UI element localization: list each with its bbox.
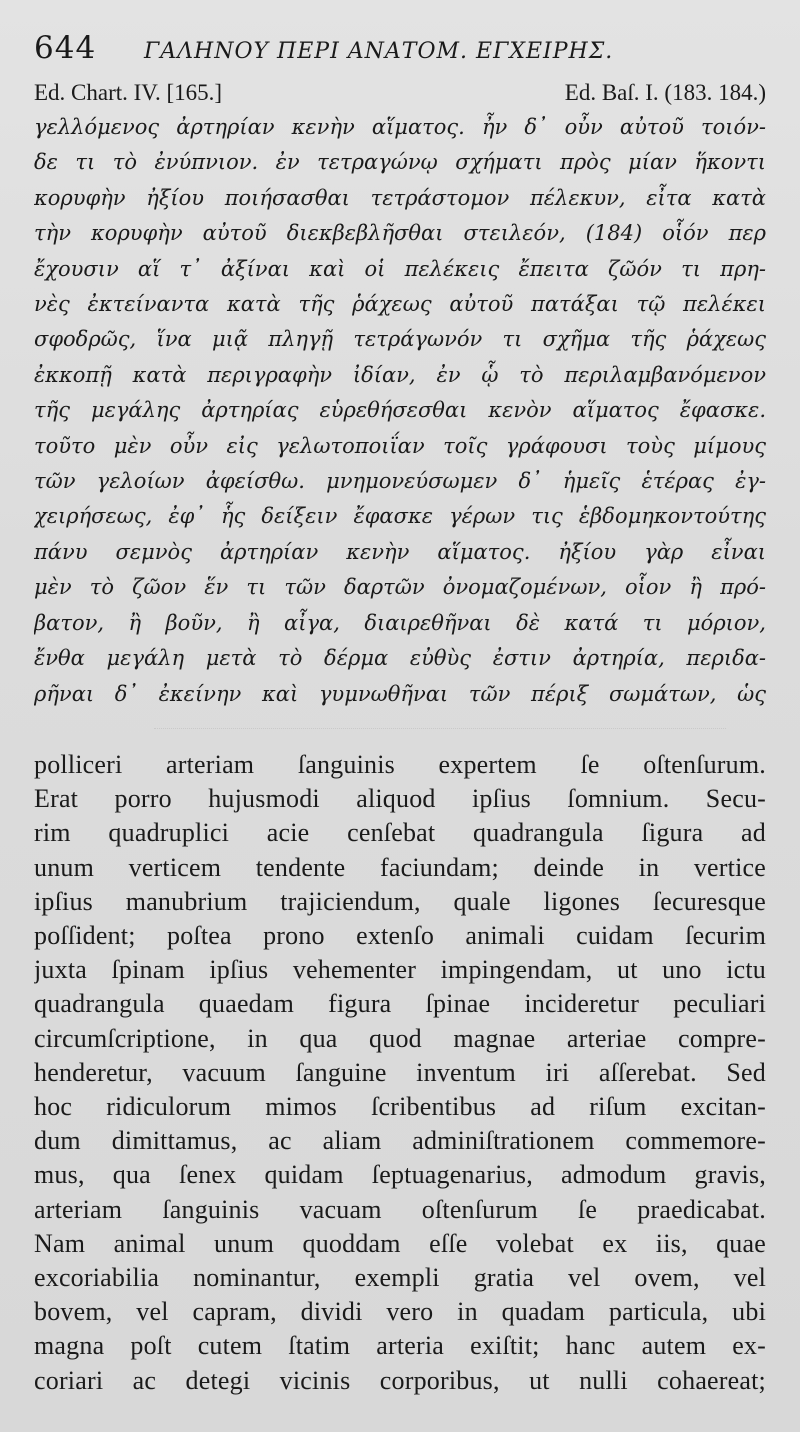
latin-line: coriari ac detegi vicinis corporibus, ut nulli cohaereat; (34, 1365, 766, 1395)
greek-line: ἐκκοπῇ κατὰ περιγραφὴν ἰδίαν, ἐν ᾧ τὸ περιλαμβανόμενον (34, 362, 766, 387)
latin-line: Erat porro hujusmodi aliquod ipſius ſomnium. Secu- (34, 784, 766, 814)
greek-line: χειρήσεως, ἐφ᾽ ἧς δείξειν ἔφασκε γέρων τις ἑβδομηκοντούτης (34, 504, 766, 529)
greek-line: βατον, ἢ βοῦν, ἢ αἶγα, διαιρεθῆναι δὲ κατά τι μόριον, (34, 610, 766, 635)
greek-line: τὴν κορυφὴν αὐτοῦ διεκβεβλῆσθαι στειλεόν, (184) οἷόν περ (34, 221, 766, 246)
greek-line: τῶν γελοίων ἀφείσθω. μνημονεύσωμεν δ᾽ ἡμεῖς ἑτέρας ἐγ- (34, 469, 766, 494)
greek-line: πάνυ σεμνὸς ἀρτηρίαν κενὴν αἵματος. ἠξίου γὰρ εἶναι (34, 539, 766, 564)
latin-line: quadrangula quaedam figura ſpinae incideretur peculiari (34, 989, 766, 1019)
latin-line: juxta ſpinam ipſius vehementer impingendam, ut uno ictu (34, 955, 766, 985)
greek-line: ρῆναι δ᾽ ἐκείνην καὶ γυμνωθῆναι τῶν πέριξ σωμάτων, ὡς (34, 681, 766, 706)
latin-line: circumſcriptione, in qua quod magnae arteriae compre- (34, 1023, 766, 1053)
greek-line: τοῦτο μὲν οὖν εἰς γελωτοποιΐαν τοῖς γράφουσι τοὺς μίμους (34, 433, 766, 458)
edition-chartier: Ed. Chart. IV. [165.] (34, 80, 223, 105)
page-header (34, 30, 766, 76)
latin-line: henderetur, vacuum ſanguine inventum iri aſſerebat. Sed (34, 1057, 766, 1087)
edition-basel: Ed. Baſ. I. (183. 184.) (564, 80, 766, 105)
greek-line: νὲς ἐκτείναντα κατὰ τῆς ῥάχεως αὐτοῦ πατάξαι τῷ πελέκει (34, 292, 766, 317)
greek-line: δε τι τὸ ἐνύπνιον. ἐν τετραγώνῳ σχήματι πρὸς μίαν ἥκοντι (34, 150, 766, 175)
latin-line: mus, qua ſenex quidam ſeptuagenarius, admodum gravis, (34, 1160, 766, 1190)
greek-line: ἔνθα μεγάλη μετὰ τὸ δέρμα εὐθὺς ἐστιν ἀρτηρία, περιδα- (34, 646, 766, 671)
latin-line: magna poſt cutem ſtatim arteria exiſtit; hanc autem ex- (34, 1331, 766, 1361)
running-head: ΓΑΛΗΝΟΥ ΠΕΡΙ ΑΝΑΤΟΜ. ΕΓΧΕΙΡΗΣ. (144, 39, 614, 64)
latin-line: polliceri arteriam ſanguinis expertem ſe oſtenſurum. (34, 749, 766, 779)
page-number: 644 (34, 30, 97, 66)
latin-line: rim quadruplici acie cenſebat quadrangula ſigura ad (34, 818, 766, 848)
greek-line: κορυφὴν ἠξίου ποιήσασθαι τετράστομον πέλεκυν, εἶτα κατὰ (34, 185, 766, 210)
latin-line: hoc ridiculorum mimos ſcribentibus ad riſum excitan- (34, 1091, 766, 1121)
column-separator (34, 712, 766, 748)
latin-line: bovem, vel capram, dividi vero in quadam particula, ubi (34, 1297, 766, 1327)
latin-line: arteriam ſanguinis vacuam oſtenſurum ſe praedicabat. (34, 1194, 766, 1224)
greek-line: μὲν τὸ ζῶον ἕν τι τῶν δαρτῶν ὀνομαζομένων, οἷον ἢ πρό- (34, 575, 766, 600)
latin-line: excoriabilia nominantur, exempli gratia vel ovem, vel (34, 1262, 766, 1292)
latin-line: dum dimittamus, ac aliam adminiſtrationem commemore- (34, 1126, 766, 1156)
latin-line: ipſius manubrium trajiciendum, quale ligones ſecuresque (34, 886, 766, 916)
latin-line: unum verticem tendente faciundam; deinde in vertice (34, 852, 766, 882)
edition-line (34, 76, 766, 110)
greek-line: τῆς μεγάλης ἀρτηρίας εὑρεθήσεσθαι κενὸν αἵματος ἔφασκε. (34, 398, 766, 423)
latin-line: Nam animal unum quoddam eſſe volebat ex iis, quae (34, 1228, 766, 1258)
greek-line: ἔχουσιν αἵ τ᾽ ἀξίναι καὶ οἱ πελέκεις ἔπειτα ζῶόν τι πρη- (34, 256, 766, 281)
greek-line: σφοδρῶς, ἵνα μιᾷ πληγῇ τετράγωνόν τι σχῆμα τῆς ῥάχεως (34, 327, 766, 352)
latin-line: poſſident; poſtea prono extenſo animali cuidam ſecurim (34, 920, 766, 950)
latin-text-block (34, 748, 766, 1398)
greek-line: γελλόμενος ἀρτηρίαν κενὴν αἵματος. ἦν δ᾽ οὖν αὐτοῦ τοιόν- (34, 115, 766, 139)
greek-text-block (34, 110, 766, 712)
